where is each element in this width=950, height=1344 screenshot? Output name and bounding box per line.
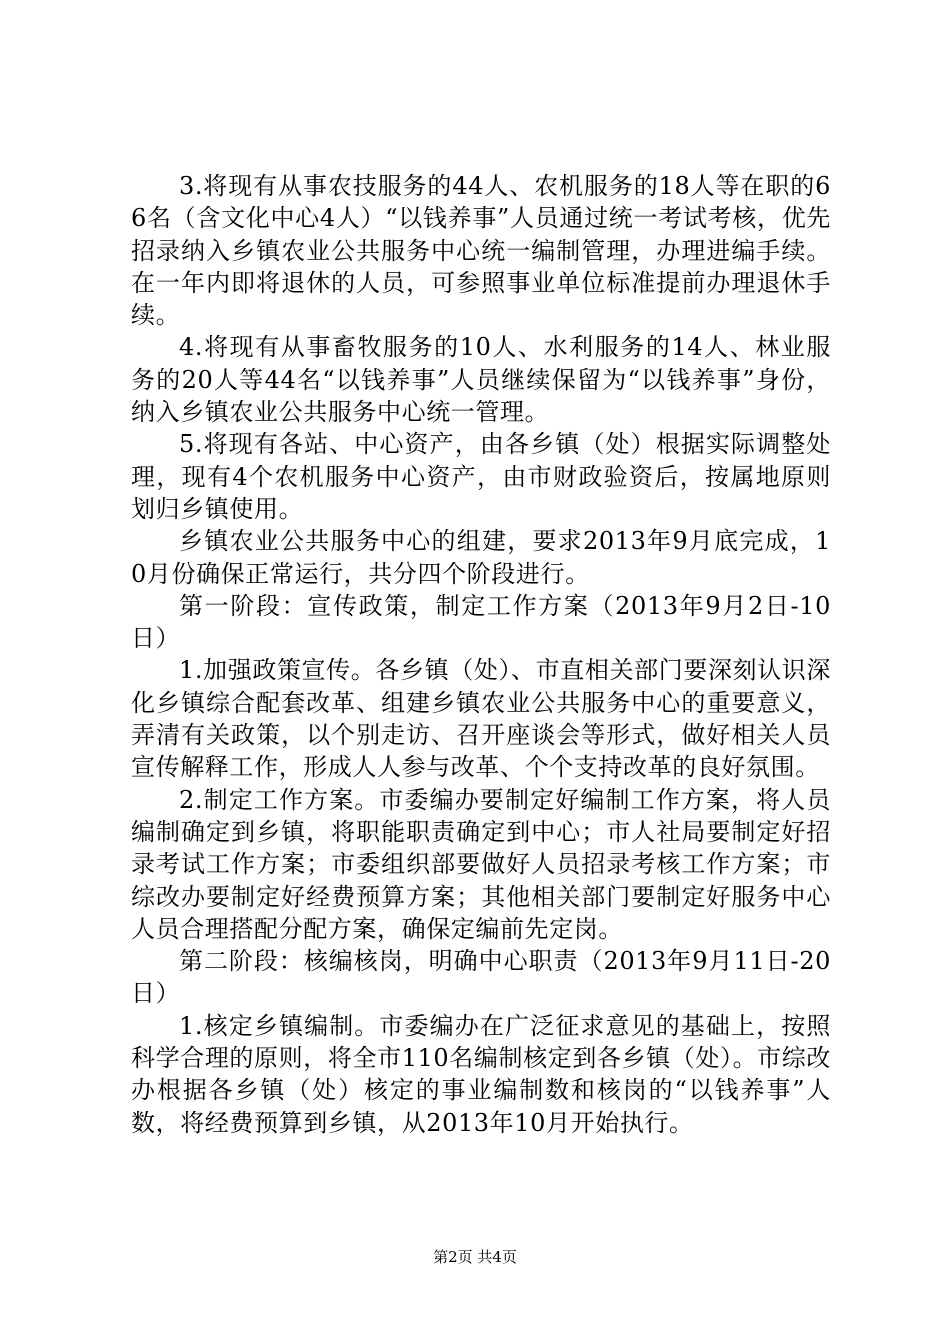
page-footer	[0, 1247, 950, 1267]
paragraph-stage-one-heading: 第一阶段：宣传政策，制定工作方案（2013年9月2日-10日）	[131, 591, 831, 653]
paragraph-5: 5.将现有各站、中心资产，由各乡镇（处）根据实际调整处理，现有4个农机服务中心资产，由市财政验资后，按属地原则划归乡镇使用。	[131, 430, 831, 523]
paragraph-3: 3.将现有从事农技服务的44人、农机服务的18人等在职的66名（含文化中心4人）“以钱养事”人员通过统一考试考核，优先招录纳入乡镇农业公共服务中心统一编制管理，办理进编手续。在一年内即将退休的人员，可参照事业单位标准提前办理退休手续。	[131, 172, 831, 330]
document-body	[131, 170, 831, 1139]
paragraph-stage-two-item-1: 1.核定乡镇编制。市委编办在广泛征求意见的基础上，按照科学合理的原则，将全市110名编制核定到各乡镇（处）。市综改办根据各乡镇（处）核定的事业编制数和核岗的“以钱养事”人数，将经费预算到乡镇，从2013年10月开始执行。	[131, 1011, 831, 1137]
page-number-label: 第2页 共4页	[433, 1248, 517, 1266]
paragraph-stage-one-item-2: 2.制定工作方案。市委编办要制定好编制工作方案，将人员编制确定到乡镇，将职能职责确定到中心；市人社局要制定好招录考试工作方案；市委组织部要做好人员招录考核工作方案；市综改办要制定好经费预算方案；其他相关部门要制定好服务中心人员合理搭配分配方案，确保定编前先定岗。	[131, 785, 831, 943]
paragraph-stage-two-heading: 第二阶段：核编核岗，明确中心职责（2013年9月11日-20日）	[131, 947, 831, 1008]
paragraph-schedule-intro: 乡镇农业公共服务中心的组建，要求2013年9月底完成，10月份确保正常运行，共分四个阶段进行。	[131, 527, 831, 588]
paragraph-stage-one-item-1: 1.加强政策宣传。各乡镇（处）、市直相关部门要深刻认识深化乡镇综合配套改革、组建乡镇农业公共服务中心的重要意义，弄清有关政策，以个别走访、召开座谈会等形式，做好相关人员宣传解释工作，形成人人参与改革、个个支持改革的良好氛围。	[131, 656, 831, 782]
paragraph-4: 4.将现有从事畜牧服务的10人、水利服务的14人、林业服务的20人等44名“以钱养事”人员继续保留为“以钱养事”身份，纳入乡镇农业公共服务中心统一管理。	[131, 333, 831, 427]
